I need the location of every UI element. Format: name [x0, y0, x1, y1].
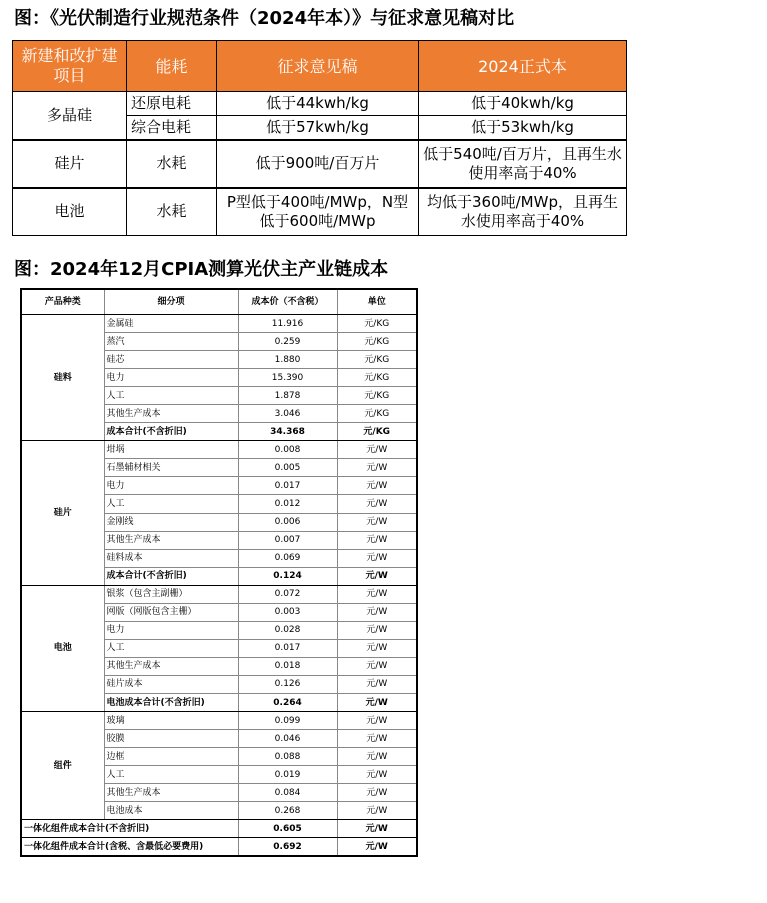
unit-cell: 元/W	[337, 675, 417, 693]
unit-cell: 元/KG	[337, 387, 417, 405]
cost-cell: 0.028	[238, 621, 337, 639]
figure1-title: 图：《光伏制造行业规范条件（2024年本）》与征求意见稿对比	[14, 8, 515, 29]
cost-cell: 0.124	[238, 567, 337, 585]
unit-cell: 元/W	[337, 712, 417, 730]
total-label: 一体化组件成本合计(不含折旧)	[21, 820, 238, 838]
cost-cell: 0.017	[238, 639, 337, 657]
final-reduction: 低于40kwh/kg	[419, 92, 627, 116]
header-energy: 能耗	[127, 41, 217, 92]
cost-cell: 0.088	[238, 748, 337, 766]
cost-cell: 0.012	[238, 495, 337, 513]
item-cell: 其他生产成本	[104, 405, 238, 423]
item-cell: 电池成本合计(不含折旧)	[104, 693, 238, 711]
item-cell: 人工	[104, 495, 238, 513]
table-row	[21, 441, 417, 459]
unit-cell: 元/KG	[337, 315, 417, 333]
draft-total: 低于57kwh/kg	[217, 116, 419, 140]
project-polysilicon: 多晶硅	[13, 92, 127, 140]
draft-reduction: 低于44kwh/kg	[217, 92, 419, 116]
cost-cell: 11.916	[238, 315, 337, 333]
table-header-row	[13, 41, 627, 92]
energy-cell: 水耗	[127, 188, 217, 236]
table-row	[13, 188, 627, 236]
table-row	[21, 315, 417, 333]
energy-reduction: 还原电耗	[127, 92, 217, 116]
cost-cell: 3.046	[238, 405, 337, 423]
unit-cell: 元/W	[337, 802, 417, 820]
unit-cell: 元/KG	[337, 423, 417, 441]
unit-cell: 元/W	[337, 639, 417, 657]
unit-cell: 元/KG	[337, 333, 417, 351]
unit-cell: 元/W	[337, 531, 417, 549]
category-cell: 组件	[21, 712, 104, 820]
cost-cell: 0.268	[238, 802, 337, 820]
header-item: 细分项	[104, 289, 238, 315]
item-cell: 硅料成本	[104, 549, 238, 567]
unit-cell: 元/KG	[337, 405, 417, 423]
unit-cell: 元/W	[337, 766, 417, 784]
item-cell: 金属硅	[104, 315, 238, 333]
category-cell: 硅料	[21, 315, 104, 441]
header-unit: 单位	[337, 289, 417, 315]
item-cell: 电力	[104, 477, 238, 495]
policy-comparison-table	[12, 40, 627, 236]
cost-cell: 0.005	[238, 459, 337, 477]
item-cell: 玻璃	[104, 712, 238, 730]
unit-cell: 元/W	[337, 585, 417, 603]
cost-cell: 0.259	[238, 333, 337, 351]
cost-cell: 0.069	[238, 549, 337, 567]
unit-cell: 元/W	[337, 513, 417, 531]
item-cell: 其他生产成本	[104, 531, 238, 549]
item-cell: 电力	[104, 369, 238, 387]
figure2-title: 图：2024年12月CPIA测算光伏主产业链成本	[14, 259, 389, 280]
unit-cell: 元/W	[337, 441, 417, 459]
item-cell: 硅芯	[104, 351, 238, 369]
table-row	[21, 712, 417, 730]
cost-cell: 0.046	[238, 730, 337, 748]
unit-cell: 元/W	[337, 784, 417, 802]
cost-cell: 0.007	[238, 531, 337, 549]
unit-cell: 元/W	[337, 477, 417, 495]
unit-cell: 元/KG	[337, 351, 417, 369]
cost-cell: 0.008	[238, 441, 337, 459]
energy-total: 综合电耗	[127, 116, 217, 140]
unit-cell: 元/W	[337, 495, 417, 513]
item-cell: 硅片成本	[104, 675, 238, 693]
item-cell: 人工	[104, 639, 238, 657]
header-final: 2024正式本	[419, 41, 627, 92]
project-wafer: 硅片	[13, 140, 127, 188]
table-row	[13, 92, 627, 116]
header-category: 产品种类	[21, 289, 104, 315]
total-row	[21, 820, 417, 838]
energy-wafer: 水耗	[127, 140, 217, 188]
final-cell: 均低于360吨/MWp，且再生水使用率高于40%	[419, 188, 627, 236]
unit-cell: 元/W	[337, 748, 417, 766]
unit-cell: 元/W	[337, 549, 417, 567]
item-cell: 人工	[104, 766, 238, 784]
header-project: 新建和改扩建项目	[13, 41, 127, 92]
cost-cell: 0.018	[238, 657, 337, 675]
item-cell: 其他生产成本	[104, 784, 238, 802]
item-cell: 蒸汽	[104, 333, 238, 351]
project-cell: 电池	[13, 188, 127, 236]
item-cell: 其他生产成本	[104, 657, 238, 675]
unit-cell: 元/W	[337, 657, 417, 675]
total-label: 一体化组件成本合计(含税、含最低必要费用)	[21, 838, 238, 857]
total-unit: 元/W	[337, 820, 417, 838]
unit-cell: 元/W	[337, 693, 417, 711]
cost-cell: 0.264	[238, 693, 337, 711]
header-cost: 成本价（不含税）	[238, 289, 337, 315]
header-draft: 征求意见稿	[217, 41, 419, 92]
item-cell: 人工	[104, 387, 238, 405]
item-cell: 胶膜	[104, 730, 238, 748]
item-cell: 坩埚	[104, 441, 238, 459]
final-total: 低于53kwh/kg	[419, 116, 627, 140]
total-unit: 元/W	[337, 838, 417, 857]
unit-cell: 元/W	[337, 567, 417, 585]
cost-cell: 0.003	[238, 603, 337, 621]
unit-cell: 元/KG	[337, 369, 417, 387]
cost-cell: 0.017	[238, 477, 337, 495]
cost-cell: 34.368	[238, 423, 337, 441]
table-header-row	[21, 289, 417, 315]
cost-cell: 1.880	[238, 351, 337, 369]
cost-cell: 1.878	[238, 387, 337, 405]
category-cell: 硅片	[21, 441, 104, 585]
cost-cell: 0.084	[238, 784, 337, 802]
unit-cell: 元/W	[337, 621, 417, 639]
draft-cell: P型低于400吨/MWp，N型低于600吨/MWp	[217, 188, 419, 236]
total-row	[21, 838, 417, 857]
table-row	[13, 140, 627, 188]
category-cell: 电池	[21, 585, 104, 711]
cost-table	[20, 288, 418, 857]
cost-cell: 0.126	[238, 675, 337, 693]
final-wafer: 低于540吨/百万片，且再生水使用率高于40%	[419, 140, 627, 188]
total-cost: 0.605	[238, 820, 337, 838]
item-cell: 银浆（包含主副栅）	[104, 585, 238, 603]
unit-cell: 元/W	[337, 730, 417, 748]
item-cell: 金刚线	[104, 513, 238, 531]
cost-cell: 0.019	[238, 766, 337, 784]
cost-cell: 0.099	[238, 712, 337, 730]
draft-wafer: 低于900吨/百万片	[217, 140, 419, 188]
cost-cell: 0.072	[238, 585, 337, 603]
item-cell: 石墨辅材相关	[104, 459, 238, 477]
cost-cell: 15.390	[238, 369, 337, 387]
item-cell: 电池成本	[104, 802, 238, 820]
total-cost: 0.692	[238, 838, 337, 857]
item-cell: 网版（网版包含主栅）	[104, 603, 238, 621]
table-row	[21, 585, 417, 603]
item-cell: 成本合计(不含折旧)	[104, 567, 238, 585]
item-cell: 电力	[104, 621, 238, 639]
item-cell: 成本合计(不含折旧)	[104, 423, 238, 441]
unit-cell: 元/W	[337, 603, 417, 621]
unit-cell: 元/W	[337, 459, 417, 477]
item-cell: 边框	[104, 748, 238, 766]
cost-cell: 0.006	[238, 513, 337, 531]
